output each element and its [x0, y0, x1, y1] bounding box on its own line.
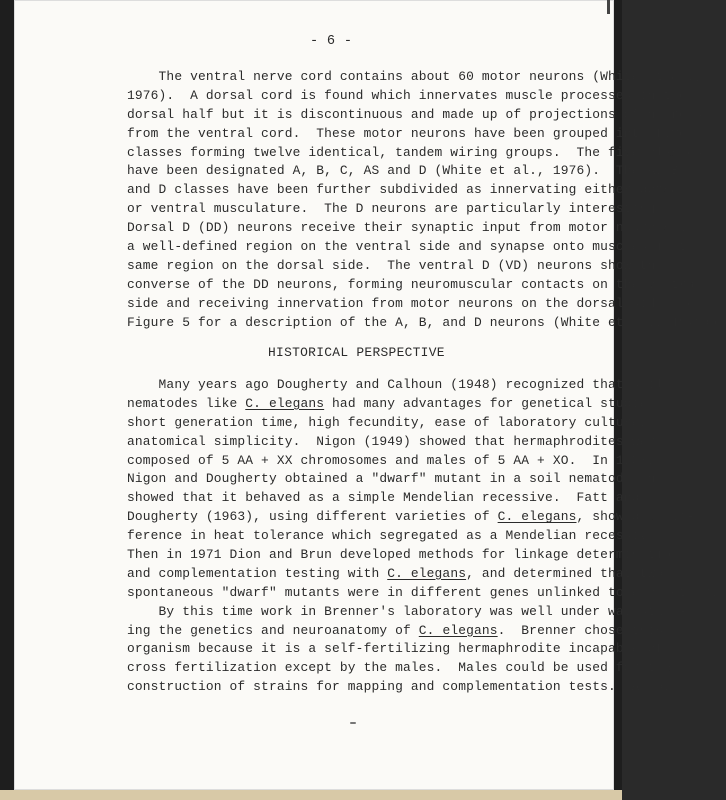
text-line: construction of strains for mapping and complementation tests. Also, [127, 679, 672, 695]
text-line: anatomical simplicity. Nigon (1949) showed that hermaphrodites were [127, 433, 664, 449]
text-line: same region on the dorsal side. The ventral D (VD) neurons show the [127, 257, 664, 273]
scan-edge-mark [607, 0, 610, 14]
text-line: or ventral musculature. The D neurons are particularly interesting. [127, 201, 664, 217]
scan-mark [350, 722, 356, 724]
text-line: and D classes have been further subdivided as innervating either dorsal [127, 182, 687, 198]
page-number: - 6 - [310, 34, 353, 49]
text-line: and complementation testing with C. elegans, and determined that two [127, 565, 664, 581]
text-line: converse of the DD neurons, forming neuromuscular contacts on the ventral [127, 276, 703, 292]
text-line: have been designated A, B, C, AS and D (White et al., 1976). The A, B, [127, 163, 687, 179]
section-heading: HISTORICAL PERSPECTIVE [268, 345, 445, 360]
text-line: short generation time, high fecundity, ease of laboratory culture, and [127, 414, 679, 430]
text-line: Then in 1971 Dion and Brun developed methods for linkage determination [127, 547, 679, 563]
text-line: showed that it behaved as a simple Mendelian recessive. Fatt and [127, 490, 640, 506]
text-line: 1976). A dorsal cord is found which innervates muscle processes in the [127, 87, 687, 103]
text-line: Figure 5 for a description of the A, B, and D neurons (White et al., 1978)). [127, 314, 726, 330]
text-line: composed of 5 AA + XX chromosomes and males of 5 AA + XO. In 1950, [127, 452, 656, 468]
text-line: Dougherty (1963), using different varieties of C. elegans, showed a dif- [127, 509, 695, 525]
text-line: By this time work in Brenner's laboratory was well under way study- [127, 603, 687, 619]
text-line: Many years ago Dougherty and Calhoun (1948) recognized that soil [127, 377, 664, 392]
text-line: spontaneous "dwarf" mutants were in different genes unlinked to each other. [127, 584, 719, 600]
text-line: cross fertilization except by the males. Males could be used for the [127, 660, 672, 676]
text-line: ing the genetics and neuroanatomy of C. elegans. Brenner chose this [127, 622, 664, 638]
text-line: side and receiving innervation from motor neurons on the dorsal side (see [127, 295, 703, 311]
paragraph-historical-perspective [127, 376, 719, 697]
text-line: Nigon and Dougherty obtained a "dwarf" mutant in a soil nematode and [127, 471, 664, 487]
paragraph-ventral-nerve-cord [127, 68, 726, 332]
document-page [14, 0, 726, 790]
text-line: organism because it is a self-fertilizing hermaphrodite incapable of [127, 641, 664, 657]
text-line: classes forming twelve identical, tandem wiring groups. The five classes [127, 144, 703, 160]
text-line: ference in heat tolerance which segregated as a Mendelian recessive. [127, 528, 664, 544]
text-line: dorsal half but it is discontinuous and made up of projections of neurons [127, 106, 703, 122]
text-line: from the ventral cord. These motor neurons have been grouped into five [127, 125, 687, 141]
text-line: nematodes like C. elegans had many advantages for genetical studies: [127, 395, 664, 411]
text-line: a well-defined region on the ventral side and synapse onto muscles in the [127, 239, 703, 255]
text-line: Dorsal D (DD) neurons receive their synaptic input from motor neurons in [127, 220, 695, 236]
text-line: The ventral nerve cord contains about 60 motor neurons (White et al., [127, 69, 703, 84]
scan-bottom-edge [0, 790, 622, 800]
